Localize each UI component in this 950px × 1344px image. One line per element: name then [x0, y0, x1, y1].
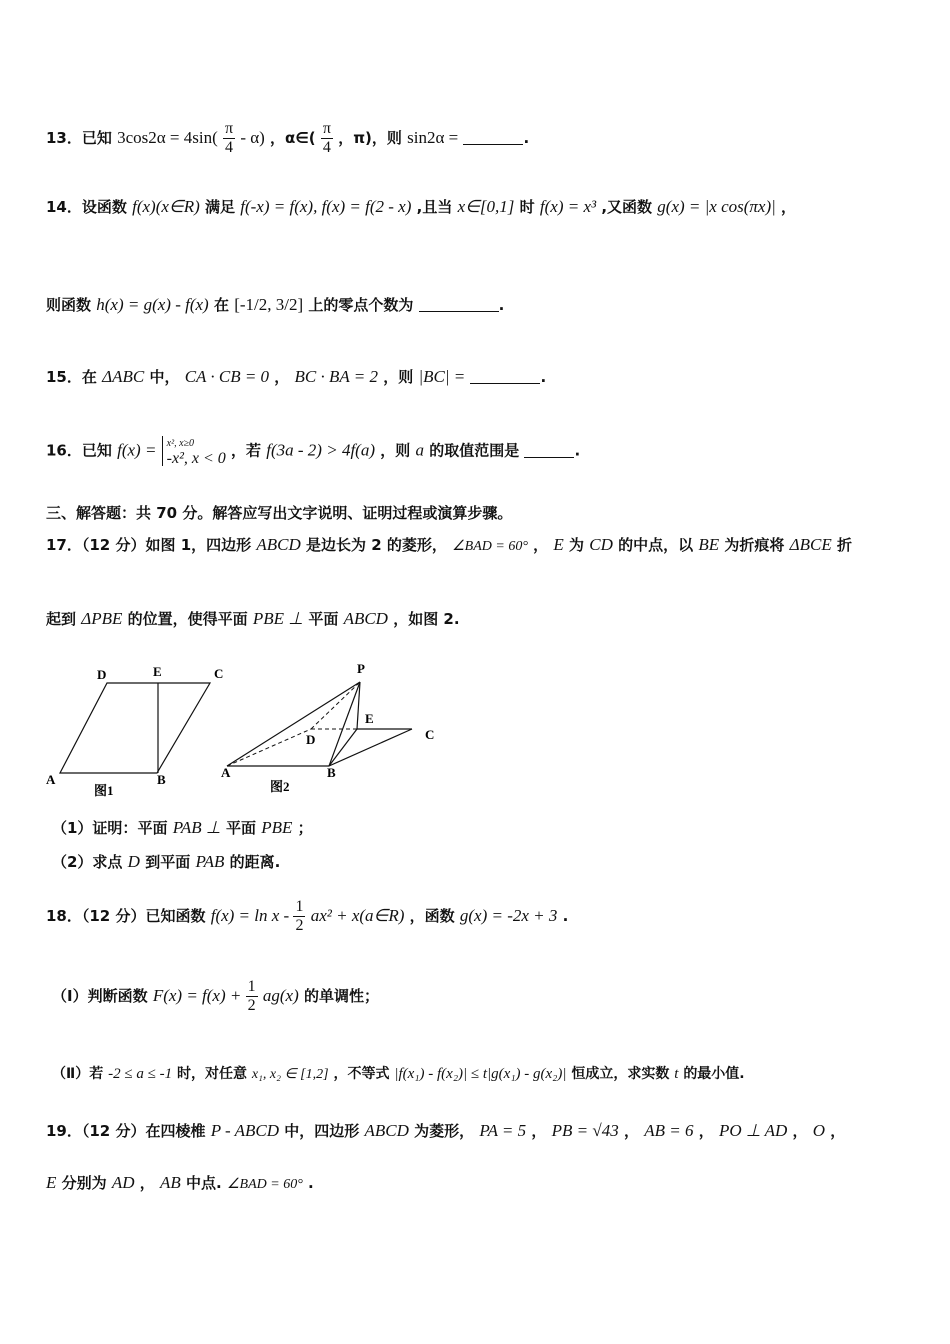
q17-p2c: 的距离. [229, 853, 281, 871]
q17-t4: 的中点，以 [618, 536, 694, 554]
figure-1-rhombus [40, 660, 230, 800]
q15-e1: ΔABC [102, 367, 145, 386]
q14-label: 14．设函数 [46, 198, 127, 216]
frac-numerator: 1 [295, 898, 304, 915]
q14-t5: ， [781, 198, 797, 216]
q15-line [46, 366, 950, 387]
answer-blank [463, 130, 523, 145]
rhombus-abcd [60, 683, 210, 773]
frac-numerator: π [322, 120, 331, 137]
q19-t1: 中，四边形 [284, 1122, 360, 1140]
segment-ad [227, 729, 311, 766]
q13-frac2 [321, 120, 333, 157]
q19-l2c: 中点. [186, 1174, 222, 1192]
q19-l2b: ， [139, 1174, 155, 1192]
label-c: C [425, 727, 435, 742]
q14-t1: 满足 [205, 198, 236, 216]
q14-t2: ,且当 [416, 198, 453, 216]
q14-line2 [46, 294, 950, 315]
q17-label: 17．（12 分）如图 1，四边形 [46, 536, 252, 554]
frac-numerator: π [225, 120, 234, 137]
q19-e4: PB = √43 [551, 1121, 619, 1140]
q19-l2e1: E [46, 1173, 57, 1192]
label-a: A [221, 765, 231, 780]
q18-p1a: （Ⅰ）判断函数 [52, 987, 148, 1005]
q19-t7: ， [830, 1122, 846, 1140]
label-b: B [157, 772, 166, 787]
fig1-caption: 图1 [94, 783, 114, 798]
q17-p1a: （1）证明：平面 [52, 819, 168, 837]
q19-l2a: 分别为 [61, 1174, 107, 1192]
frac-denominator: 2 [295, 917, 304, 934]
q18-p2f: 的最小值. [683, 1066, 745, 1082]
q16-e1: f(x) = [117, 440, 157, 460]
q16-t2: ，则 [380, 441, 411, 460]
q17-l2a: 起到 [46, 610, 77, 628]
q14-end: . [498, 296, 505, 314]
q17-t2: ， [533, 536, 549, 554]
q13-expr3: sin2α = [407, 128, 459, 147]
q17-p1e1: PAB ⊥ [172, 818, 221, 837]
q17-p1c: ； [297, 819, 313, 837]
q17-p1e2: PBE [261, 818, 293, 837]
case2: -x², x < 0 [166, 450, 226, 467]
q17-e6: ΔBCE [789, 535, 832, 554]
frac-denominator: 2 [247, 997, 256, 1014]
q19-t3: ， [531, 1122, 547, 1140]
q14-l2c: 上的零点个数为 [308, 296, 414, 314]
q17-l2b: 的位置，使得平面 [127, 610, 248, 628]
q17-p2e1: D [127, 852, 140, 871]
q17-p2e2: PAB [195, 852, 225, 871]
q19-t4: ， [623, 1122, 639, 1140]
frac-denominator: 4 [225, 139, 234, 156]
q16-label: 16．已知 [46, 441, 112, 460]
segment-be [329, 729, 357, 766]
q13-expr1b: - α) [240, 128, 265, 147]
label-d: D [97, 667, 107, 682]
q18-t1: ，函数 [409, 907, 455, 925]
q17-e2: ∠BAD = 60° [452, 539, 528, 554]
q18-p2c: ，不等式 [333, 1066, 390, 1082]
case1: x², x≥0 [166, 438, 195, 449]
q13-expr1: 3cos2α = 4sin( [117, 128, 218, 147]
q14-l2a: 则函数 [46, 296, 92, 314]
q14-line1 [46, 196, 950, 217]
q17-e4: CD [589, 535, 613, 554]
q14-e1: f(x)(x∈R) [132, 197, 200, 216]
q17-e5: BE [698, 535, 720, 554]
q18-p2e3: |f(x₁) - f(x₂)| ≤ t|g(x₁) - g(x₂)| [394, 1066, 567, 1082]
q18-part2 [52, 1063, 950, 1083]
label-b: B [327, 765, 336, 780]
q14-e6: h(x) = g(x) - f(x) [96, 295, 209, 314]
q17-e8: PBE ⊥ [252, 609, 304, 628]
label-e: E [153, 664, 162, 679]
q16-line [46, 436, 950, 466]
q14-e7: [-1/2, 3/2] [234, 295, 304, 314]
q17-t3: 为 [569, 536, 585, 554]
segment-pa [227, 682, 360, 766]
q13-frac [223, 120, 235, 157]
q15-end: . [540, 368, 547, 386]
q19-t6: ， [792, 1122, 808, 1140]
q18-e2: g(x) = -2x + 3 [459, 906, 558, 925]
q17-t6: 折 [837, 536, 853, 554]
q13-label: 13．已知 [46, 129, 112, 147]
q17-l2c: 平面 [308, 610, 339, 628]
q18-p1b: 的单调性； [303, 987, 379, 1005]
q18-label: 18．（12 分）已知函数 [46, 907, 206, 925]
q18-t2: . [562, 907, 569, 925]
q19-l2e4: ∠BAD = 60° [226, 1177, 303, 1192]
q18-p2b: 时，对任意 [176, 1066, 247, 1082]
q17-p1b: 平面 [225, 819, 256, 837]
q19-t2: 为菱形， [414, 1122, 475, 1140]
answer-blank [419, 297, 499, 312]
q14-t3: 时 [519, 198, 535, 216]
q18-p1e: F(x) = f(x) + [152, 986, 246, 1005]
section-heading: 三、解答题：共 70 分。解答应写出文字说明、证明过程或演算步骤。 [46, 504, 513, 522]
q19-t5: ， [698, 1122, 714, 1140]
q16-t1: ，若 [231, 441, 262, 460]
q18-e1b: ax² + x(a∈R) [310, 906, 405, 925]
q18-p2e2: x₁, x₂ ∈ [1,2] [251, 1067, 329, 1082]
q15-t1: 中， [149, 368, 180, 386]
label-p: P [357, 661, 365, 676]
label-c: C [214, 666, 224, 681]
q19-e1: P - ABCD [210, 1121, 280, 1140]
q19-e5: AB = 6 [644, 1121, 694, 1140]
q19-l2d: . [308, 1174, 314, 1192]
q14-e5: g(x) = |x cos(πx)| [657, 197, 776, 216]
q16-end: . [574, 441, 581, 460]
q17-e9: ABCD [343, 609, 388, 628]
q17-t5: 为折痕将 [724, 536, 785, 554]
q15-label: 15．在 [46, 368, 97, 386]
q19-l2e2: AD [111, 1173, 135, 1192]
q14-e3: x∈[0,1] [457, 197, 515, 216]
q17-e1: ABCD [256, 535, 301, 554]
answer-blank [524, 443, 574, 458]
q19-e3: PA = 5 [479, 1121, 527, 1140]
label-a: A [46, 772, 56, 787]
q18-part1 [52, 978, 950, 1015]
q13-mid: ，α∈( [270, 129, 316, 147]
q17-line2 [46, 608, 950, 629]
label-d: D [306, 732, 316, 747]
q14-l2b: 在 [213, 296, 229, 314]
q16-t3: 的取值范围是 [429, 441, 520, 460]
q17-part2 [52, 851, 950, 872]
q19-line2 [46, 1172, 950, 1193]
piecewise-brace [162, 436, 226, 466]
q18-frac [293, 898, 305, 935]
q19-line1 [46, 1120, 950, 1141]
q19-label: 19．（12 分）在四棱椎 [46, 1122, 206, 1140]
q18-p2a: （Ⅱ）若 [52, 1066, 104, 1082]
q17-l2d: ，如图 2. [393, 610, 460, 628]
q13-end: . [523, 129, 530, 147]
q16-var: a [415, 440, 424, 460]
q18-p1e2: ag(x) [262, 986, 299, 1005]
q19-e2: ABCD [364, 1121, 409, 1140]
frac-denominator: 4 [322, 139, 331, 156]
q17-part1 [52, 817, 950, 838]
q13-line [46, 120, 950, 157]
figure-2-pyramid [215, 655, 445, 805]
segment-bc [329, 729, 412, 766]
label-e: E [365, 711, 374, 726]
q17-t1: 是边长为 2 的菱形， [306, 536, 447, 554]
q15-e4: |BC| = [418, 367, 466, 386]
q18-p2e4: t [674, 1066, 679, 1082]
q18-line1 [46, 898, 950, 935]
q19-l2e3: AB [160, 1173, 181, 1192]
q18-e1: f(x) = ln x - [210, 906, 294, 925]
q17-line1 [46, 534, 950, 555]
q14-e2: f(-x) = f(x), f(x) = f(2 - x) [240, 197, 412, 216]
q17-p2a: （2）求点 [52, 853, 123, 871]
q16-e2: f(3a - 2) > 4f(a) [266, 440, 375, 460]
q18-p2d: 恒成立，求实数 [571, 1066, 670, 1082]
q17-p2b: 到平面 [145, 853, 191, 871]
q15-t3: ，则 [383, 368, 414, 386]
q13-expr2: ，π)，则 [338, 129, 402, 147]
answer-blank [470, 369, 540, 384]
q14-t4: ,又函数 [601, 198, 653, 216]
q19-e7: O [812, 1121, 826, 1140]
q15-t2: ， [274, 368, 290, 386]
q18-p1-frac [246, 978, 258, 1015]
segment-pd [311, 682, 360, 729]
q15-e2: CA · CB = 0 [184, 367, 270, 386]
frac-numerator: 1 [247, 978, 256, 995]
fig2-caption: 图2 [270, 779, 290, 794]
q19-e6: PO ⊥ AD [718, 1121, 788, 1140]
q14-e4: f(x) = x³ [539, 197, 597, 216]
q15-e3: BC · BA = 2 [294, 367, 378, 386]
q18-p2e1: -2 ≤ a ≤ -1 [108, 1066, 173, 1082]
segment-pb [329, 682, 360, 766]
q17-e3: E [553, 535, 564, 554]
q17-e7: ΔPBE [81, 609, 123, 628]
